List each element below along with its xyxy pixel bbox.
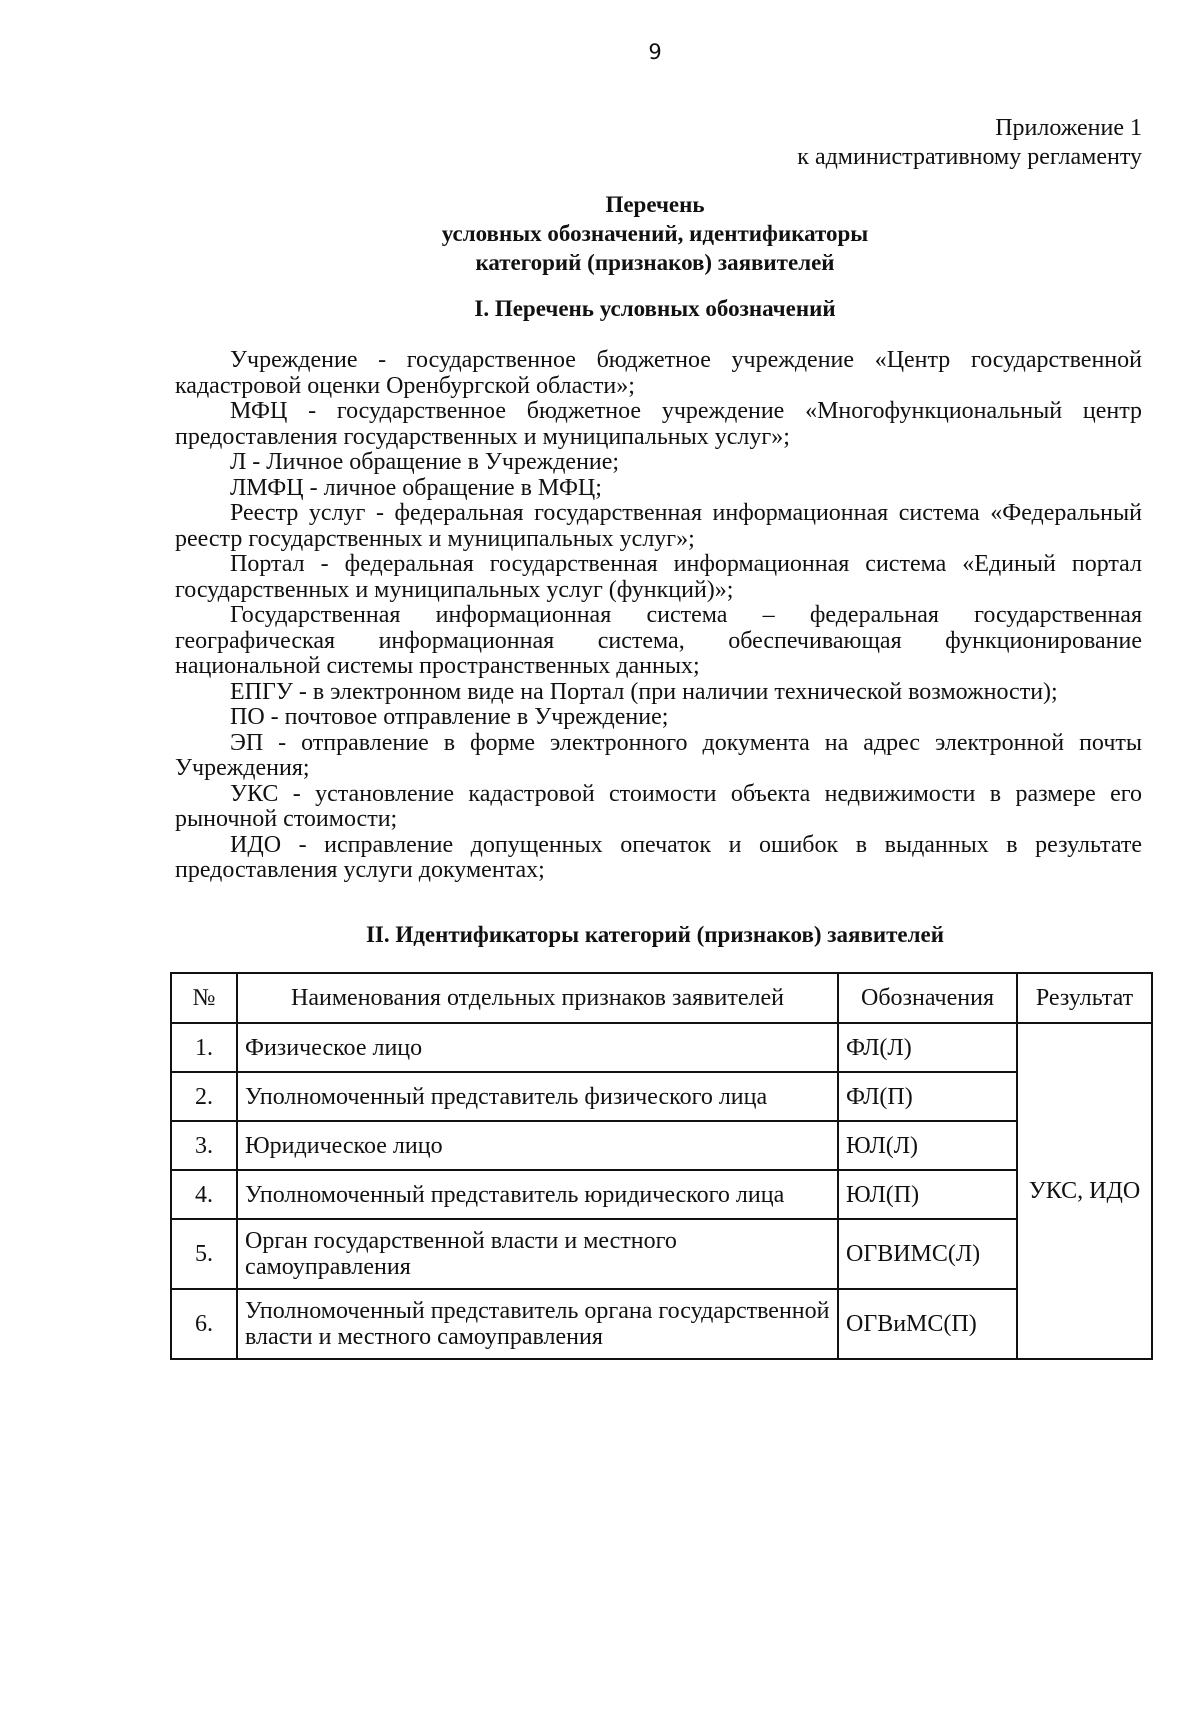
definition-item: УКС - установление кадастровой стоимости объекта недвижимости в размере его рыночной стоимости; [175, 780, 1142, 832]
section-2-heading: II. Идентификаторы категорий (признаков) заявителей [365, 922, 945, 947]
row-code: ОГВИМС(Л) [838, 1219, 1017, 1289]
definition-item: Портал - федеральная государственная информационная система «Единый портал государственных и муниципальных услуг (функций)»; [175, 551, 1142, 603]
row-number: 1. [171, 1023, 237, 1072]
table-row [171, 1170, 1152, 1219]
row-number: 2. [171, 1072, 237, 1121]
table-header-row [171, 973, 1152, 1023]
header-name: Наименования отдельных признаков заявителей [237, 973, 838, 1023]
row-code: ЮЛ(П) [838, 1170, 1017, 1219]
row-code: ОГВиМС(П) [838, 1289, 1017, 1359]
definition-item: ЭП - отправление в форме электронного документа на адрес электронной почты Учреждения; [175, 729, 1142, 781]
row-number: 3. [171, 1121, 237, 1170]
row-number: 5. [171, 1219, 237, 1289]
row-code: ФЛ(Л) [838, 1023, 1017, 1072]
row-code: ФЛ(П) [838, 1072, 1017, 1121]
row-name: Физическое лицо [237, 1023, 838, 1072]
definition-item: ЕПГУ - в электронном виде на Портал (при наличии технической возможности); [230, 678, 1058, 705]
definition-item: МФЦ - государственное бюджетное учреждение «Многофункциональный центр предоставления государственных и муниципальных услуг»; [175, 398, 1142, 450]
header-number: № [171, 973, 237, 1023]
table-row [171, 1023, 1152, 1072]
table-row [171, 1289, 1152, 1359]
definition-item: Л - Личное обращение в Учреждение; [230, 449, 620, 475]
row-name: Уполномоченный представитель юридического лица [237, 1170, 838, 1219]
row-number: 6. [171, 1289, 237, 1359]
table-row [171, 1072, 1152, 1121]
definition-item: ЛМФЦ - личное обращение в МФЦ; [230, 474, 602, 501]
document-title [0, 190, 1200, 277]
title-line-2: условных обозначений, идентификаторы [441, 221, 869, 246]
definition-item: Реестр услуг - федеральная государственная информационная система «Федеральный реестр государственных и муниципальных услуг»; [175, 500, 1142, 552]
row-name: Юридическое лицо [237, 1121, 838, 1170]
table-row [171, 1121, 1152, 1170]
applicant-categories-table [170, 972, 1153, 1360]
row-code: ЮЛ(Л) [838, 1121, 1017, 1170]
table-row [171, 1219, 1152, 1289]
definition-item: Учреждение - государственное бюджетное учреждение «Центр государственной кадастровой оценки Оренбургской области»; [175, 347, 1142, 399]
definition-item: ПО - почтовое отправление в Учреждение; [230, 704, 669, 730]
header-code: Обозначения [838, 973, 1017, 1023]
header-result: Результат [1017, 973, 1152, 1023]
appendix-note [797, 114, 1142, 172]
appendix-line-2: к административному регламенту [797, 144, 1142, 170]
definition-item: Государственная информационная система – федеральная государственная географическая информационная система, обеспечивающая функционирование национальной системы пространственных данных; [175, 602, 1142, 679]
row-number: 4. [171, 1170, 237, 1219]
row-name: Уполномоченный представитель физического лица [237, 1072, 838, 1121]
appendix-line-1: Приложение 1 [995, 115, 1142, 141]
row-name: Уполномоченный представитель органа государственной власти и местного самоуправления [237, 1289, 838, 1359]
definitions-list [175, 348, 1142, 884]
row-name: Орган государственной власти и местного самоуправления [237, 1219, 838, 1289]
definition-item: ИДО - исправление допущенных опечаток и ошибок в выданных в результате предоставления услуги документах; [175, 831, 1142, 883]
title-line-1: Перечень [605, 192, 705, 217]
result-cell: УКС, ИДО [1017, 1023, 1152, 1359]
title-line-3: категорий (признаков) заявителей [475, 250, 835, 275]
page-number: 9 [648, 40, 662, 64]
section-1-heading: I. Перечень условных обозначений [474, 296, 836, 321]
